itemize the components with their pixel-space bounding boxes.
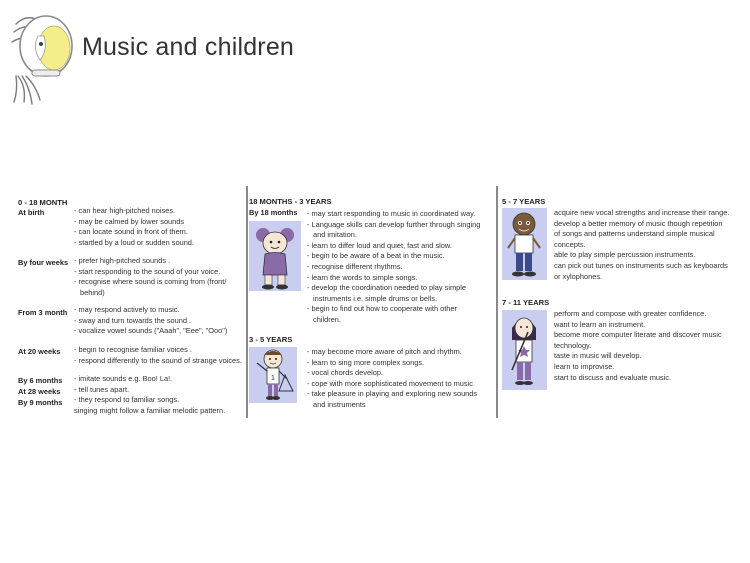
milestone-line: - may be calmed by lower sounds — [74, 216, 185, 226]
milestone-line: singing might follow a familiar melodic pattern. — [74, 405, 226, 415]
section-header-0-18-months: 0 - 18 MONTH — [18, 198, 68, 207]
milestones-three-months — [74, 305, 227, 337]
column-divider — [246, 186, 248, 418]
toddler-illustration — [249, 221, 301, 291]
milestone-line: - cope with more sophisticated movement to music — [307, 378, 473, 388]
milestones-7-11-years — [554, 309, 722, 383]
section-header-3-5-years: 3 - 5 YEARS — [249, 335, 293, 344]
page-title: Music and children — [82, 33, 295, 61]
milestone-line: - respond differently to the sound of strange voices. — [74, 355, 242, 365]
milestone-line: taste in music will develop. — [554, 351, 642, 361]
milestone-line: learn to improvise. — [554, 361, 615, 371]
milestones-20-weeks — [74, 345, 242, 366]
milestone-line: - sway and turn towards the sound . — [74, 315, 192, 325]
milestones-6-to-9-months — [74, 374, 225, 416]
milestones-at-birth — [74, 206, 194, 248]
child-with-triangle-icon — [249, 347, 297, 403]
age-labels-6-to-9-months — [18, 375, 62, 408]
milestone-line: - may become more aware of pitch and rhythm. — [307, 347, 462, 356]
milestone-line: develop a better memory of music though repetition — [554, 218, 723, 228]
milestone-line: - vocal chords develop. — [307, 368, 383, 378]
column-divider — [496, 186, 498, 418]
milestone-line: perform and compose with greater confidence. — [554, 309, 707, 318]
age-label: By 9 months — [18, 398, 63, 407]
milestone-line: - take pleasure in playing and exploring new sounds — [307, 389, 478, 399]
milestone-line: - learn the words to simple songs. — [307, 272, 418, 282]
milestone-line: and imitation. — [313, 230, 357, 240]
milestone-line: - prefer high-pitched sounds . — [74, 256, 171, 265]
age-label-three-months: From 3 month — [18, 308, 68, 317]
milestones-four-weeks — [74, 256, 226, 298]
milestones-3-5-years — [307, 347, 477, 411]
svg-text:1: 1 — [271, 375, 275, 382]
age-label: At 28 weeks — [18, 387, 61, 396]
milestone-line: - can locate sound in front of them. — [74, 227, 188, 237]
milestone-line: and instruments — [313, 399, 366, 409]
milestone-line: behind) — [80, 287, 105, 297]
section-header-5-7-years: 5 - 7 YEARS — [502, 197, 546, 206]
milestone-line: - may start responding to music in coordinated way. — [307, 209, 476, 218]
child-with-flute-icon — [502, 310, 547, 390]
child-3-5-illustration — [249, 347, 297, 403]
age-label-20-weeks: At 20 weeks — [18, 347, 61, 356]
milestone-line: - tell tunes apart. — [74, 384, 130, 394]
milestone-line: - imitate sounds e.g. Boo! La!. — [74, 374, 173, 383]
milestone-line: acquire new vocal strengths and increase their range. — [554, 208, 730, 217]
milestone-line: or xylophones. — [554, 271, 603, 281]
age-label-at-birth: At birth — [18, 208, 45, 217]
milestone-line: - may respond actively to music. — [74, 305, 180, 314]
age-label: By 6 months — [18, 376, 63, 385]
milestone-line: concepts. — [554, 239, 586, 249]
milestone-line: children. — [313, 314, 341, 324]
milestone-line: - Language skills can develop further through singing — [307, 219, 481, 229]
milestone-line: - they respond to familiar songs. — [74, 395, 180, 405]
milestone-line: - begin to find out how to cooperate with other — [307, 304, 457, 314]
milestones-18-months-3-years — [307, 209, 480, 326]
milestone-line: want to learn an instrument. — [554, 319, 646, 329]
milestone-line: can pick out tunes on instruments such as keyboards — [554, 260, 728, 270]
milestone-line: - start responding to the sound of your voice. — [74, 266, 221, 276]
child-5-7-illustration — [502, 208, 547, 280]
section-header-18-months-3-years: 18 MONTHS - 3 YEARS — [249, 197, 332, 206]
milestones-5-7-years — [554, 208, 729, 282]
milestone-line: - vocalize vowel sounds ("Aaah", "Eee", "Ooo") — [74, 326, 228, 336]
age-label-18-months: By 18 months — [249, 208, 298, 217]
milestone-line: instruments i.e. simple drums or bells. — [313, 293, 438, 303]
milestone-line: - begin to recognise familiar voices . — [74, 345, 192, 354]
milestone-line: become more computer literate and discover music — [554, 330, 722, 340]
milestone-line: - can hear high-pitched noises. — [74, 206, 176, 215]
child-7-11-illustration — [502, 310, 547, 390]
age-label-four-weeks: By four weeks — [18, 258, 69, 267]
milestone-line: technology. — [554, 340, 592, 350]
milestone-line: start to discuss and evaluate music. — [554, 372, 672, 382]
logo-icon — [8, 6, 78, 106]
milestone-line: - learn to differ loud and quiet, fast and slow. — [307, 240, 452, 250]
toddler-figure-icon — [249, 221, 301, 291]
milestone-line: - startled by a loud or sudden sound. — [74, 237, 194, 247]
milestone-line: - recognise where sound is coming from (front/ — [74, 277, 227, 287]
milestone-line: - begin to be aware of a beat in the music. — [307, 251, 445, 261]
milestone-line: - recognise different rhythms. — [307, 261, 403, 271]
section-header-7-11-years: 7 - 11 YEARS — [502, 298, 550, 307]
milestone-line: - develop the coordination needed to play simple — [307, 283, 467, 293]
milestone-line: - learn to sing more complex songs. — [307, 357, 425, 367]
child-figure-icon — [502, 208, 547, 280]
milestone-line: able to play simple percussion instruments. — [554, 250, 696, 260]
milestone-line: of songs and patterns understand simple musical — [554, 229, 715, 239]
